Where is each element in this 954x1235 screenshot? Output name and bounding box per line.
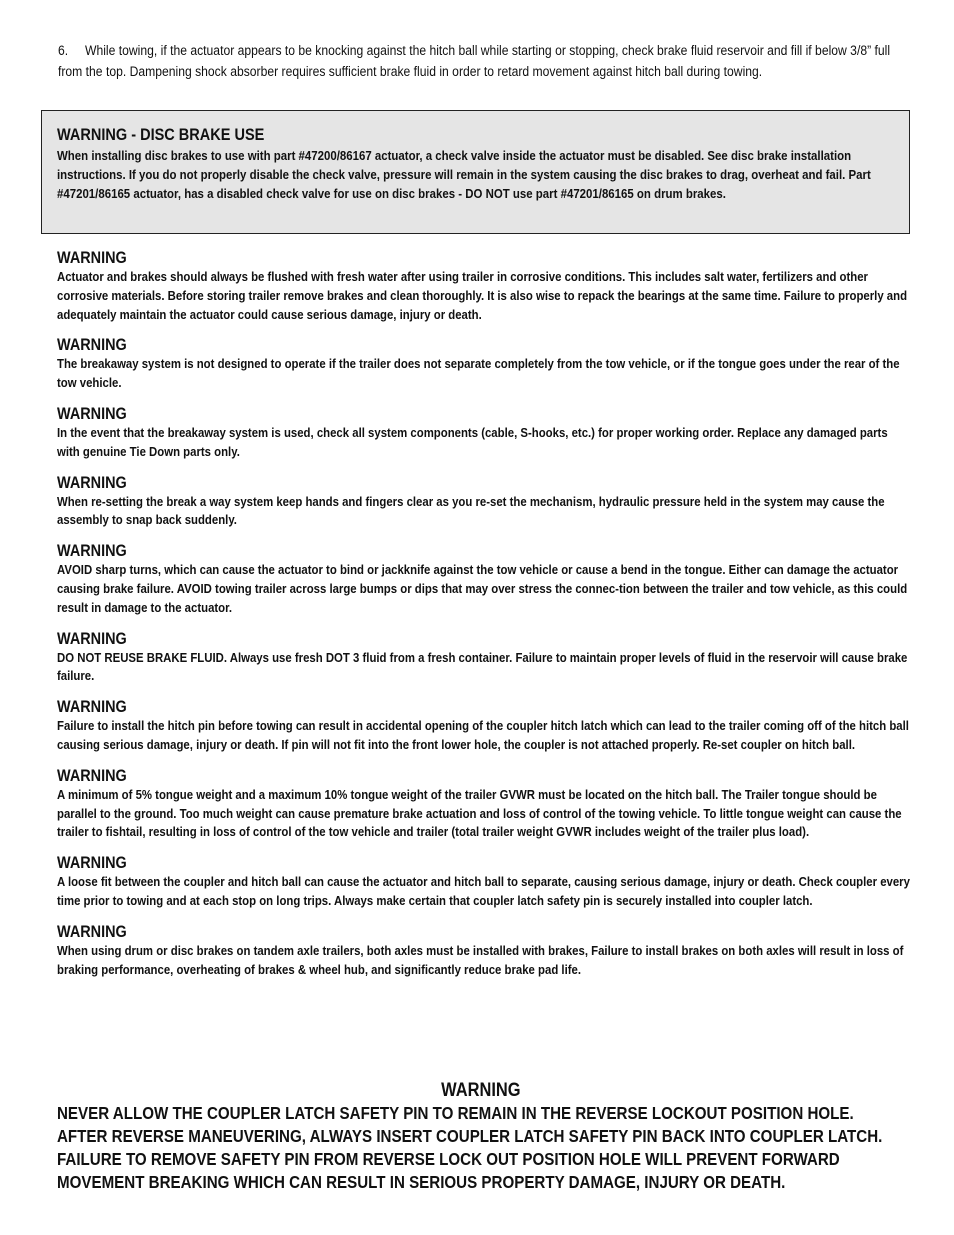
- warning-title: WARNING: [57, 404, 127, 423]
- warning-body: DO NOT REUSE BRAKE FLUID. Always use fresh DOT 3 fluid from a fresh container. Failure to maintain proper levels of fluid in the reservoir will cause brake failure.: [57, 649, 908, 684]
- disc-brake-warning-box: [41, 110, 910, 234]
- step-6: [58, 40, 895, 82]
- warning-block: [57, 335, 910, 393]
- warning-title: WARNING: [57, 249, 127, 267]
- warning-title: WARNING: [57, 854, 127, 873]
- warning-title: WARNING: [57, 922, 127, 941]
- warning-body: A minimum of 5% tongue weight and a maximum 10% tongue weight of the trailer GVWR must be located on the hitch ball. The Trailer tongue should be parallel to the ground. Too much weight can cause premature brake actuation and loss of control of the towing vehicle. To little tongue weight can cause the trailer to fishtail, resulting in loss of control of the tow vehicle and trailer (total trailer weight GVWR includes weight of the trailer plus load).: [57, 786, 902, 840]
- warning-title: WARNING: [57, 698, 127, 717]
- warning-body: When using drum or disc brakes on tandem axle trailers, both axles must be installed with brakes, Failure to install brakes on both axles will result in loss of braking performance, overheating of brakes & wheel hub, and significantly reduce brake pad life.: [57, 942, 904, 977]
- warning-block: [57, 473, 910, 531]
- step-text: While towing, if the actuator appears to be knocking against the hitch ball while starting or stopping, check brake fluid reservoir and fill if below 3/8” full from the top. Dampening shock absorber requires sufficient brake fluid in order to retard movement against hitch ball during towing.: [58, 43, 891, 79]
- warning-body: The breakaway system is not designed to operate if the trailer does not separate completely from the tow vehicle, or if the tongue goes under the rear of the tow vehicle.: [57, 356, 900, 391]
- warning-title: WARNING: [57, 336, 127, 355]
- warning-body: Actuator and brakes should always be flushed with fresh water after using trailer in corrosive conditions. This includes salt water, fertilizers and other corrosive materials. Before storing trailer remove brakes and clean thoroughly. It is also wise to repack the bearings at the same time. Failure to properly and adequately maintain the actuator could cause serious damage, injury or death.: [57, 269, 908, 322]
- disc-brake-warning-title: WARNING - DISC BRAKE USE: [57, 126, 265, 144]
- warning-body: When re-setting the break a way system keep hands and fingers clear as you re-set the mechanism, hydraulic pressure held in the system may cause the assembly to snap back suddenly.: [57, 493, 885, 528]
- step-number: 6.: [58, 43, 69, 58]
- warning-title: WARNING: [57, 473, 127, 492]
- warning-title: WARNING: [57, 629, 127, 648]
- final-warning-body: NEVER ALLOW THE COUPLER LATCH SAFETY PIN TO REMAIN IN THE REVERSE LOCKOUT POSITION HOLE. AFTER REVERSE MANEUVERING, ALWAYS INSERT COUPLER LATCH SAFETY PIN BACK INTO COUPLER LATCH. FAILURE TO REMOVE SAFETY PIN FROM REVERSE LOCK OUT POSITION HOLE WILL PREVENT FORWARD MOVEMENT BREAKING WHICH CAN RESULT IN SERIOUS PROPERTY DAMAGE, INJURY OR DEATH.: [57, 1103, 883, 1192]
- warning-block: [57, 404, 910, 462]
- warning-title: WARNING: [57, 542, 127, 561]
- warning-block: [57, 541, 910, 617]
- disc-brake-warning-body: When installing disc brakes to use with part #47200/86167 actuator, a check valve inside the actuator must be disabled. See disc brake installation instructions. If you do not properly disable the check valve, pressure will remain in the system causing the disc brakes to drag, overheat and fail. Part #47201/86165 actuator, has a disabled check valve for use on disc brakes - DO NOT use part #47201/86165 on drum brakes.: [57, 148, 871, 202]
- warning-block: [57, 766, 910, 842]
- warning-block: [57, 697, 910, 755]
- final-warning: [57, 1080, 896, 1194]
- warning-block: [57, 853, 910, 911]
- warning-block: [57, 922, 910, 980]
- warning-body: AVOID sharp turns, which can cause the actuator to bind or jackknife against the tow vehicle or cause a bend in the tongue. Either can damage the actuator causing brake failure. AVOID towing trailer across large bumps or dips that may over stress the connec-tion between the trailer and tow vehicle, as this could result in damage to the actuator.: [57, 562, 908, 615]
- warning-body: Failure to install the hitch pin before towing can result in accidental opening of the coupler hitch latch which can lead to the trailer coming off of the hitch ball causing serious damage, injury or death. If pin will not fit into the front lower hole, the coupler is not attached properly. Re-set coupler on hitch ball.: [57, 718, 909, 752]
- warning-block: [57, 629, 910, 687]
- warning-body: In the event that the breakaway system is used, check all system components (cable, S-hooks, etc.) for proper working order. Replace any damaged parts with genuine Tie Down parts only.: [57, 424, 888, 459]
- warnings-list: [57, 248, 910, 990]
- warning-body: A loose fit between the coupler and hitch ball can cause the actuator and hitch ball to separate, causing serious damage, injury or death. Check coupler every time prior to towing and at each stop on long trips. Always make certain that coupler latch safety pin is securely installed into coupler latch.: [57, 874, 910, 908]
- final-warning-title: WARNING: [441, 1080, 521, 1101]
- warning-block: [57, 248, 910, 324]
- warning-title: WARNING: [57, 766, 127, 785]
